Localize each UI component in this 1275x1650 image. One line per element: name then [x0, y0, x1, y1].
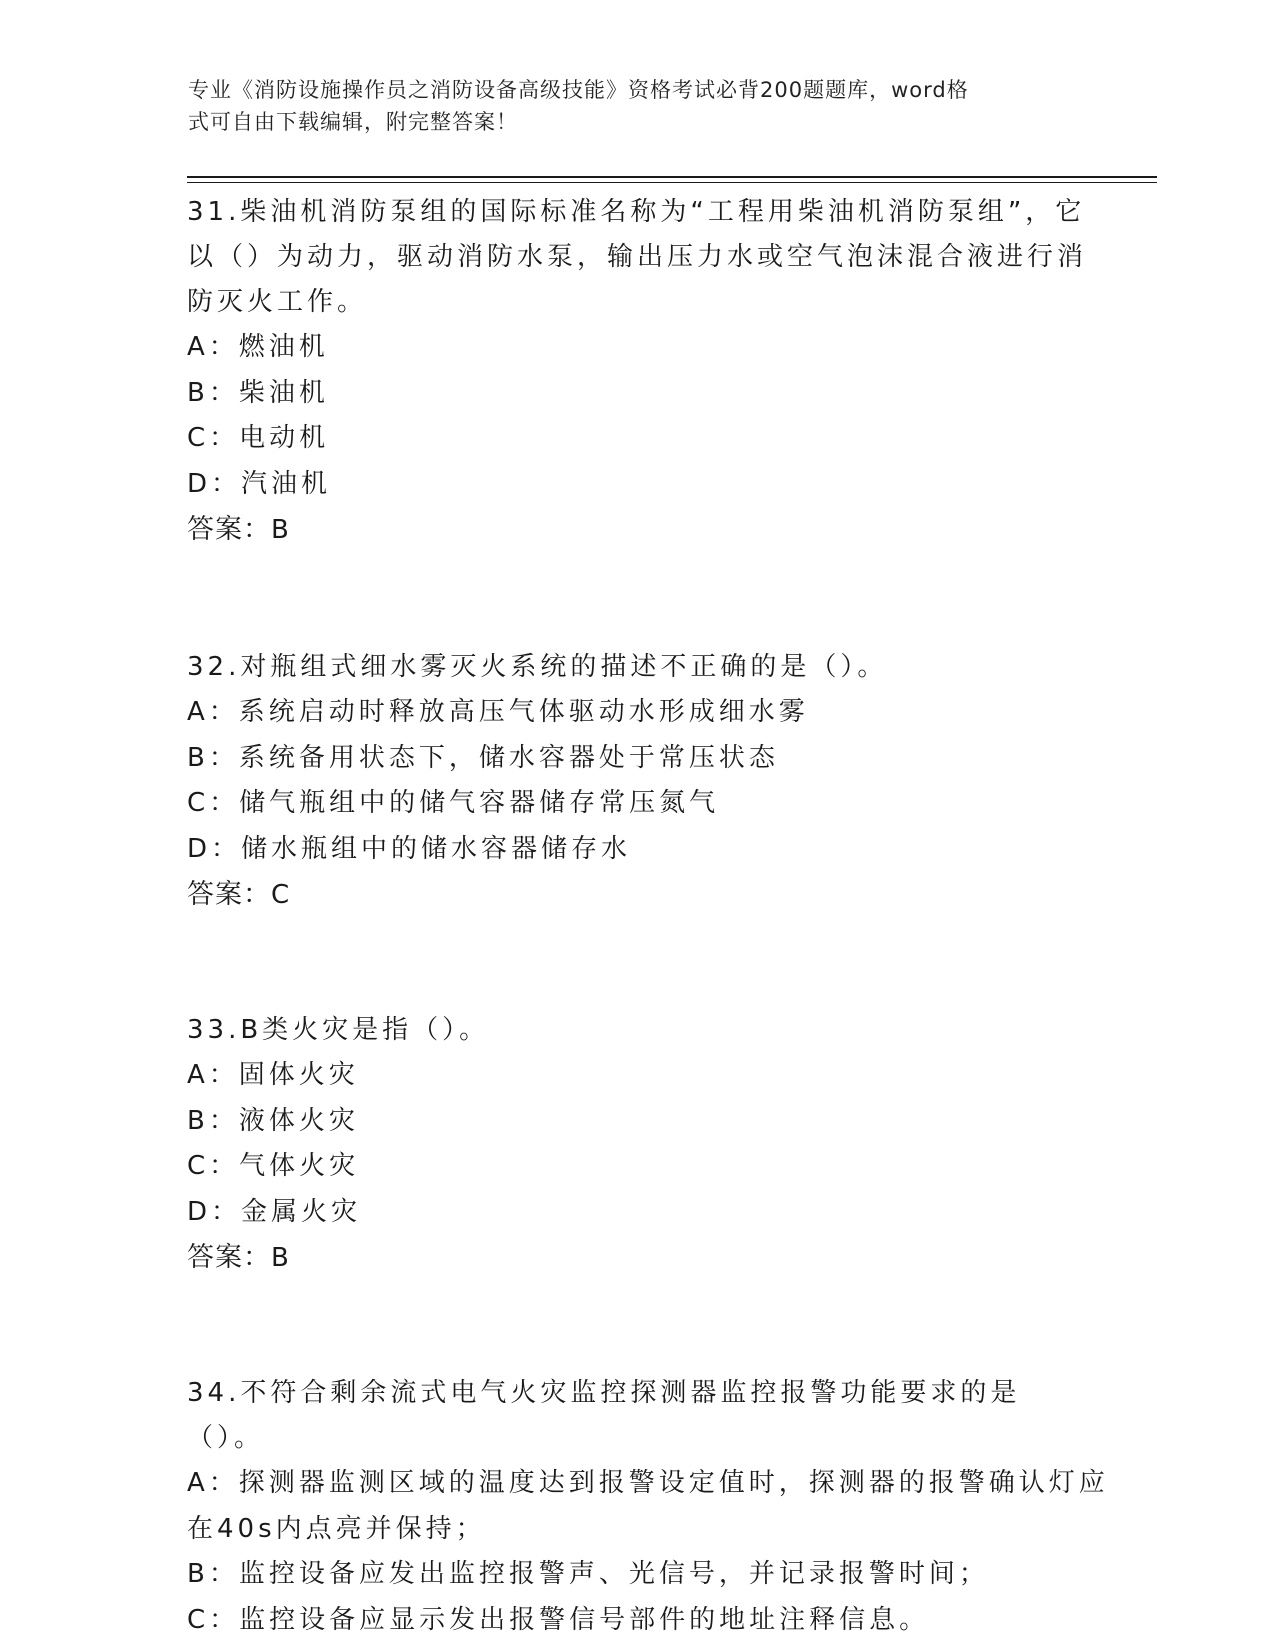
- answer-value: C: [271, 880, 291, 910]
- option-a: A：系统启动时释放高压气体驱动水形成细水雾: [187, 697, 809, 727]
- question-spacer: [187, 553, 1087, 645]
- header-line-2: 式可自由下载编辑，附完整答案！: [188, 110, 518, 134]
- question-31: [187, 190, 1087, 553]
- question-list: [187, 190, 1109, 1643]
- option-a: A：探测器监测区域的温度达到报警设定值时，探测器的报警确认灯应: [187, 1468, 1109, 1498]
- question-spacer: [187, 1281, 1087, 1371]
- option-d: D：汽油机: [187, 468, 332, 499]
- answer-value: B: [271, 515, 290, 545]
- answer-line: [187, 1235, 1087, 1281]
- option-d: D：金属火灾: [187, 1196, 362, 1227]
- question-34: [187, 1371, 1109, 1643]
- option-c: C：监控设备应显示发出报警信号部件的地址注释信息。: [187, 1604, 930, 1635]
- header-line-1: 专业《消防设施操作员之消防设备高级技能》资格考试必背200题题库，word格: [188, 78, 969, 102]
- option-b: B：柴油机: [187, 377, 329, 408]
- question-stem-line: 31.柴油机消防泵组的国际标准名称为“工程用柴油机消防泵组”，它: [187, 197, 1086, 227]
- option-d: D：储水瓶组中的储水容器储存水: [187, 833, 632, 864]
- option-b: B：系统备用状态下，储水容器处于常压状态: [187, 742, 779, 773]
- option-a: A：固体火灾: [187, 1060, 359, 1090]
- question-33: [187, 1008, 1087, 1281]
- option-c: C：电动机: [187, 423, 330, 453]
- question-spacer: [187, 918, 1087, 1008]
- document-header: [188, 74, 1088, 138]
- header-divider-thick: [187, 176, 1157, 178]
- question-stem-line: 33.B类火灾是指（）。: [187, 1015, 490, 1045]
- answer-label: 答案：: [187, 879, 271, 910]
- question-32: [187, 645, 1087, 918]
- question-stem-line: 以（）为动力，驱动消防水泵，输出压力水或空气泡沫混合液进行消: [187, 242, 1088, 272]
- option-b: B：监控设备应发出监控报警声、光信号，并记录报警时间；: [187, 1559, 989, 1589]
- answer-value: B: [271, 1243, 290, 1273]
- answer-line: [187, 872, 1087, 918]
- header-divider-thin: [187, 182, 1157, 183]
- option-a: A：燃油机: [187, 332, 329, 362]
- option-b: B：液体火灾: [187, 1105, 359, 1136]
- question-stem-line: 34.不符合剩余流式电气火灾监控探测器监控报警功能要求的是（）。: [187, 1378, 1021, 1453]
- option-a-continuation: 在40s内点亮并保持；: [187, 1513, 486, 1544]
- question-stem-line: 32.对瓶组式细水雾灭火系统的描述不正确的是（）。: [187, 652, 888, 682]
- option-c: C：气体火灾: [187, 1151, 360, 1181]
- answer-label: 答案：: [187, 514, 271, 545]
- option-c: C：储气瓶组中的储气容器储存常压氮气: [187, 788, 720, 818]
- question-stem-line: 防灭火工作。: [187, 287, 368, 317]
- answer-line: [187, 507, 1087, 553]
- answer-label: 答案：: [187, 1242, 271, 1273]
